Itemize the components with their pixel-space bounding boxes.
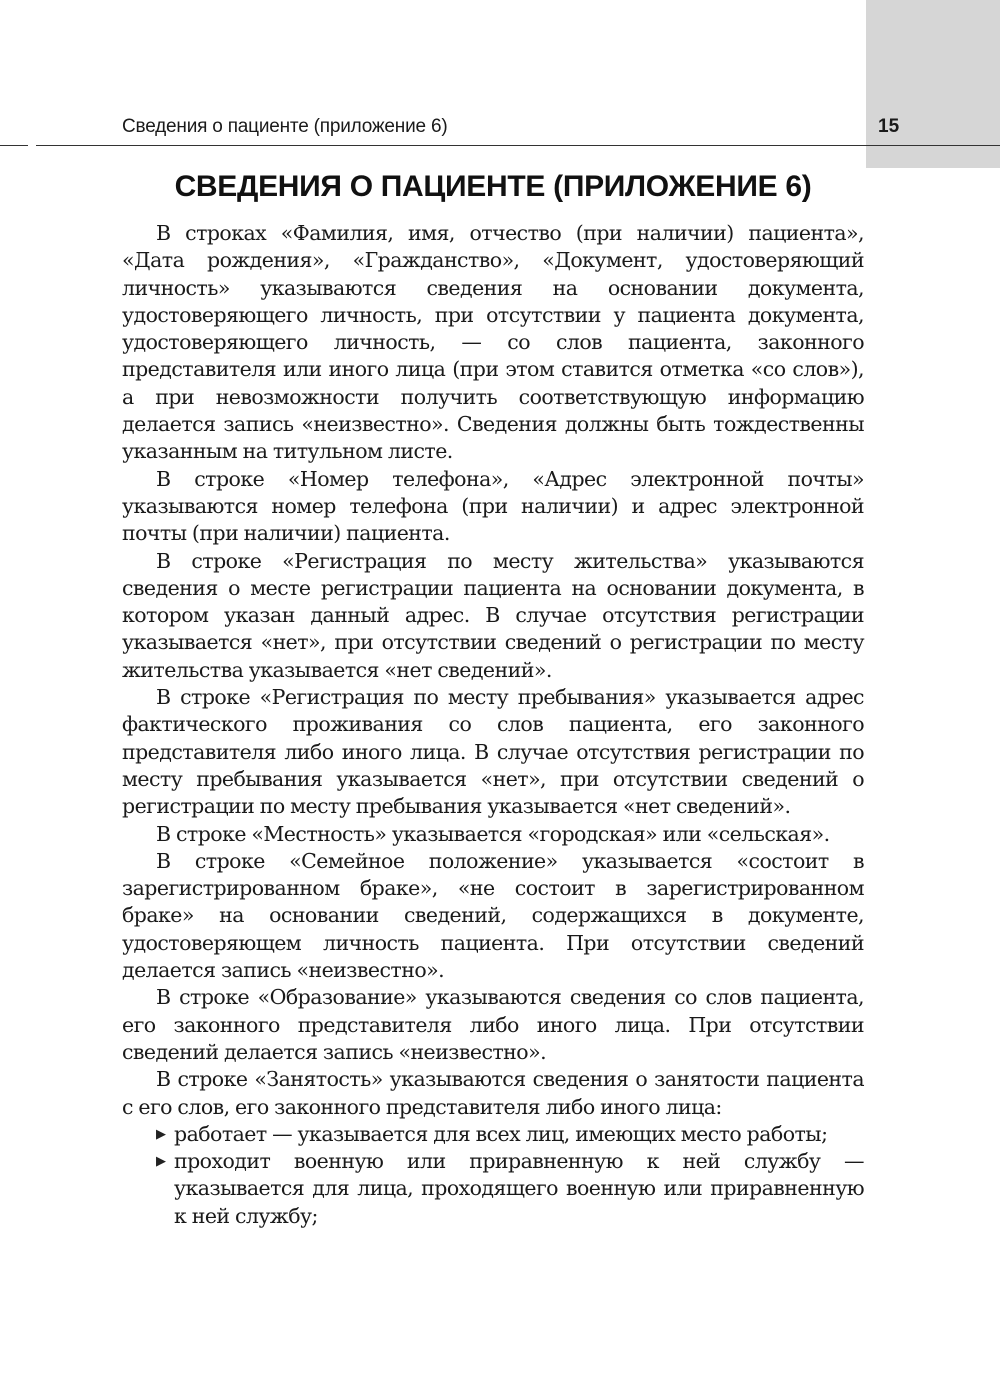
paragraph: В строке «Регистрация по месту пребывания» указывается адрес фактического проживания со слов пациента, его законного представителя либо иного лица. В случае отсутствия регистрации по месту пребывания указывается «нет», при отсутствии сведений о регистрации по месту пребывания указывается «нет сведений». (122, 685, 864, 819)
list-item-text: работает — указывается для всех лиц, имеющих место работы; (174, 1121, 828, 1146)
body-text (122, 220, 864, 1230)
paragraph: В строке «Образование» указываются сведения со слов пациента, его законного представителя либо иного лица. При отсутствии сведений делается запись «неизвестно». (122, 985, 864, 1064)
paragraph: В строках «Фамилия, имя, отчество (при наличии) пациента», «Дата рождения», «Гражданство», «Документ, удостоверяющий личность» указываются сведения на основании документа, удостоверяющего личность, при отсутствии у пациента документа, удостоверяющего личность, — со слов пациента, законного представителя или иного лица (при этом ставится отметка «со слов»), а при невозможности получить соответствующую информацию делается запись «неизвестно». Сведения должны быть тождественны указанным на титульном листе. (122, 221, 864, 464)
paragraph: В строке «Регистрация по месту жительства» указываются сведения о месте регистрации пациента на основании документа, в котором указан данный адрес. В случае отсутствия регистрации указывается «нет», при отсутствии сведений о регистрации по месту жительства указывается «нет сведений». (122, 548, 864, 682)
paragraph: В строке «Занятость» указываются сведения о занятости пациента с его слов, его законного представителя либо иного лица: (122, 1067, 864, 1119)
corner-tab (866, 0, 1000, 168)
running-title: Сведения о пациенте (приложение 6) (122, 116, 448, 137)
page-title: СВЕДЕНИЯ О ПАЦИЕНТЕ (ПРИЛОЖЕНИЕ 6) (174, 170, 812, 203)
bullet-list (122, 1121, 864, 1230)
list-item (122, 1121, 864, 1148)
list-item-text: проходит военную или приравненную к ней службу — указывается для лица, проходящего военную или приравненную к ней службу; (174, 1149, 864, 1228)
triangle-bullet-icon: ▶ (156, 1154, 166, 1170)
page-number: 15 (878, 116, 900, 137)
paragraph: В строке «Номер телефона», «Адрес электронной почты» указываются номер телефона (при наличии) и адрес электронной почты (при наличии) пациента. (122, 466, 864, 546)
list-item (122, 1148, 864, 1230)
paragraph: В строке «Местность» указывается «городская» или «сельская». (156, 821, 830, 846)
triangle-bullet-icon: ▶ (156, 1126, 166, 1142)
header-rule-left (0, 145, 28, 146)
paragraph: В строке «Семейное положение» указывается «состоит в зарегистрированном браке», «не состоит в зарегистрированном браке» на основании сведений, содержащихся в документе, удостоверяющем личность пациента. При отсутствии сведений делается запись «неизвестно». (122, 848, 864, 983)
header-rule (36, 145, 1000, 146)
